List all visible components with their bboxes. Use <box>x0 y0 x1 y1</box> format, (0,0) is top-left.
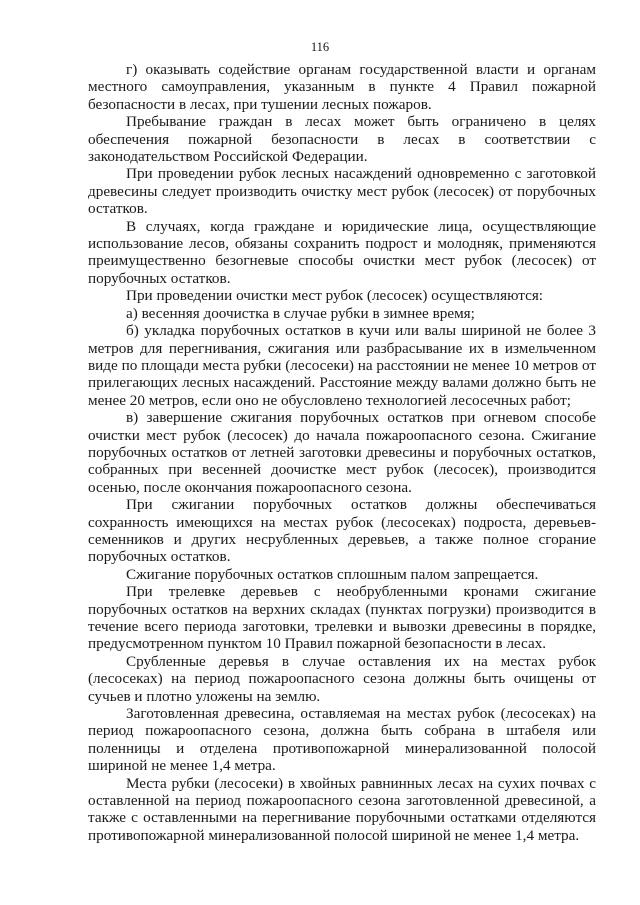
paragraph: При трелевке деревьев с необрубленными кронами сжигание порубочных остатков на верхних складах (пунктах погрузки) производится в течение всего периода заготовки, трелевки и вывозки древесины в порядке, предусмотренном пунктом 10 Правил пожарной безопасности в лесах. <box>88 583 596 653</box>
paragraph: Пребывание граждан в лесах может быть ограничено в целях обеспечения пожарной безопасности в лесах в соответствии с законодательством Российской Федерации. <box>88 113 596 166</box>
paragraph: Места рубки (лесосеки) в хвойных равнинных лесах на сухих почвах с оставленной на период пожароопасного сезона заготовленной древесиной, а также с оставленными на перегнивание порубочными остатками отделяются противопожарной минерализованной полосой шириной не менее 1,4 метра. <box>88 774 596 844</box>
document-body <box>88 61 596 844</box>
paragraph: При проведении очистки мест рубок (лесосек) осуществляются: <box>126 287 544 305</box>
paragraph: г) оказывать содействие органам государственной власти и органам местного самоуправления, указанным в пункте 4 Правил пожарной безопасности в лесах, при тушении лесных пожаров. <box>88 61 596 113</box>
list-item: б) укладка порубочных остатков в кучи или валы шириной не более 3 метров для перегнивания, сжигания или разбрасывание их в измельченном виде по площади места рубки (лесосеки) на расстоянии не менее 10 метров от прилегающих лесных насаждений. Расстояние между валами должно быть не менее 20 метров, если оно не обусловлено технологией лесосечных работ; <box>88 322 596 409</box>
paragraph: В случаях, когда граждане и юридические лица, осуществляющие использование лесов, обязаны сохранить подрост и молодняк, применяются преимущественно безогневые способы очистки мест рубок (лесосек) от порубочных остатков. <box>88 217 596 287</box>
paragraph: Заготовленная древесина, оставляемая на местах рубок (лесосеках) на период пожароопасного сезона, должна быть собрана в штабеля или поленницы и отделена противопожарной минерализованной полосой шириной не менее 1,4 метра. <box>88 705 596 775</box>
list-item: в) завершение сжигания порубочных остатков при огневом способе очистки мест рубок (лесосек) до начала пожароопасного сезона. Сжигание порубочных остатков от летней заготовки древесины и порубочных остатков, собранных при весенней доочистке мест рубок (лесосек), производится осенью, после окончания пожароопасного сезона. <box>88 409 596 496</box>
paragraph: Сжигание порубочных остатков сплошным палом запрещается. <box>126 565 539 583</box>
page-number: 116 <box>310 40 330 54</box>
paragraph: При сжигании порубочных остатков должны обеспечиваться сохранность имеющихся на местах рубок (лесосеках) подроста, деревьев-семенников и других несрубленных деревьев, а также полное сгорание порубочных остатков. <box>88 496 596 566</box>
list-item: а) весенняя доочистка в случае рубки в зимнее время; <box>126 304 475 322</box>
paragraph: Срубленные деревья в случае оставления их на местах рубок (лесосеках) на период пожароопасного сезона должны быть очищены от сучьев и плотно уложены на землю. <box>88 652 596 705</box>
paragraph: При проведении рубок лесных насаждений одновременно с заготовкой древесины следует производить очистку мест рубок (лесосек) от порубочных остатков. <box>88 165 596 218</box>
